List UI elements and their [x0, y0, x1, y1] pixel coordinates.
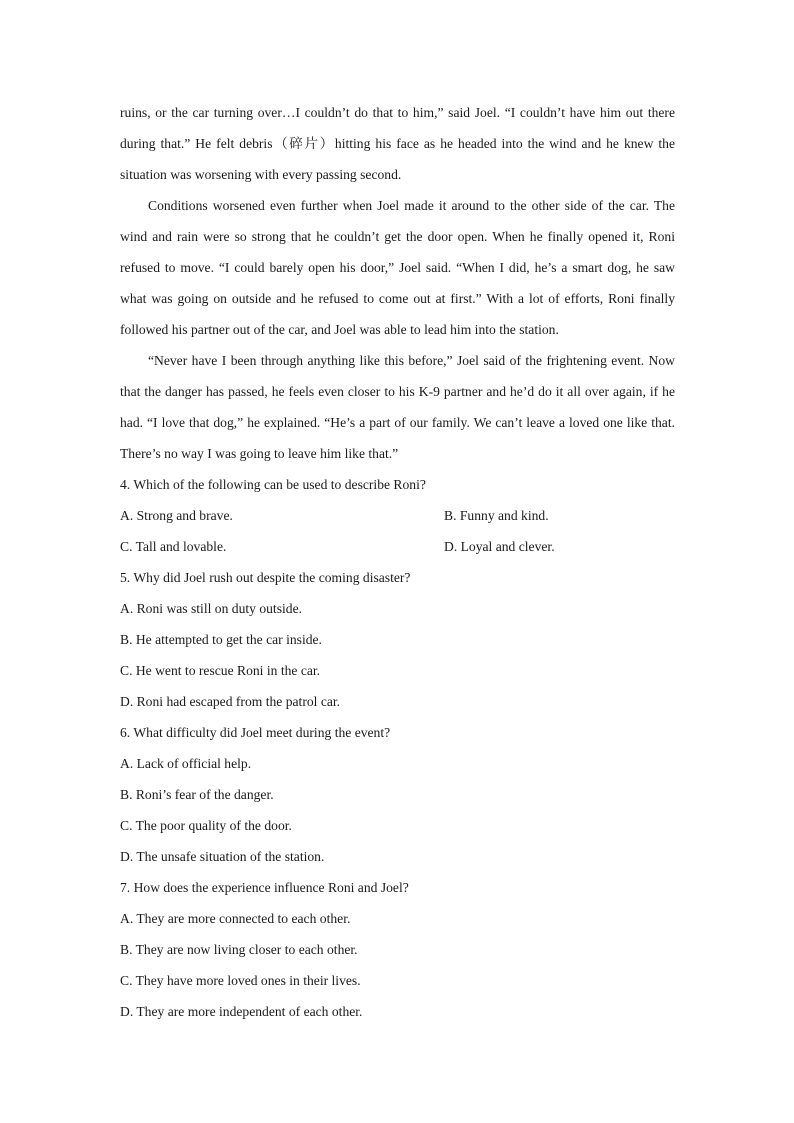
question-4-option-a[interactable]: A. Strong and brave.: [120, 508, 233, 523]
passage-paragraph-1: ruins, or the car turning over…I couldn’t do that to him,” said Joel. “I couldn’t have him out there during that.” He felt debris（碎片）hitting his face as he headed into the wind and he knew the situation was worsening with every passing second.: [120, 105, 675, 182]
page-content: [120, 97, 675, 1027]
question-4: [120, 469, 675, 562]
question-7-option-c[interactable]: C. They have more loved ones in their lives.: [120, 973, 361, 988]
question-4-option-c[interactable]: C. Tall and lovable.: [120, 539, 227, 554]
question-7-text: 7. How does the experience influence Roni and Joel?: [120, 880, 409, 895]
question-5-option-c[interactable]: C. He went to rescue Roni in the car.: [120, 663, 321, 678]
question-5-option-d[interactable]: D. Roni had escaped from the patrol car.: [120, 694, 341, 709]
question-6-option-d[interactable]: D. The unsafe situation of the station.: [120, 849, 325, 864]
question-5-option-a[interactable]: A. Roni was still on duty outside.: [120, 601, 303, 616]
question-6: [120, 717, 675, 872]
question-4-options-row-1: [120, 500, 675, 531]
question-4-option-d[interactable]: D. Loyal and clever.: [444, 539, 555, 554]
question-5: [120, 562, 675, 717]
question-6-option-a[interactable]: A. Lack of official help.: [120, 756, 252, 771]
passage-paragraph-2: Conditions worsened even further when Joel made it around to the other side of the car. The wind and rain were so strong that he couldn’t get the door open. When he finally opened it, Roni refused to move. “I could barely open his door,” Joel said. “When I did, he’s a smart dog, he saw what was going on outside and he refused to come out at first.” With a lot of efforts, Roni finally followed his partner out of the car, and Joel was able to lead him into the station.: [120, 198, 675, 337]
question-7-option-a[interactable]: A. They are more connected to each other.: [120, 911, 351, 926]
question-6-option-b[interactable]: B. Roni’s fear of the danger.: [120, 787, 274, 802]
question-6-option-c[interactable]: C. The poor quality of the door.: [120, 818, 292, 833]
question-7-option-d[interactable]: D. They are more independent of each other.: [120, 1004, 363, 1019]
question-5-text: 5. Why did Joel rush out despite the coming disaster?: [120, 570, 411, 585]
question-7: [120, 872, 675, 1027]
question-4-options-row-2: [120, 531, 675, 562]
passage-paragraph-3: “Never have I been through anything like this before,” Joel said of the frightening event. Now that the danger has passed, he feels even closer to his K-9 partner and he’d do it all over again, if he had. “I love that dog,” he explained. “He’s a part of our family. We can’t leave a loved one like that. There’s no way I was going to leave him like that.”: [120, 353, 675, 461]
question-4-option-b[interactable]: B. Funny and kind.: [444, 508, 549, 523]
question-4-text: 4. Which of the following can be used to describe Roni?: [120, 477, 426, 492]
question-6-text: 6. What difficulty did Joel meet during the event?: [120, 725, 391, 740]
question-7-option-b[interactable]: B. They are now living closer to each other.: [120, 942, 358, 957]
question-5-option-b[interactable]: B. He attempted to get the car inside.: [120, 632, 322, 647]
